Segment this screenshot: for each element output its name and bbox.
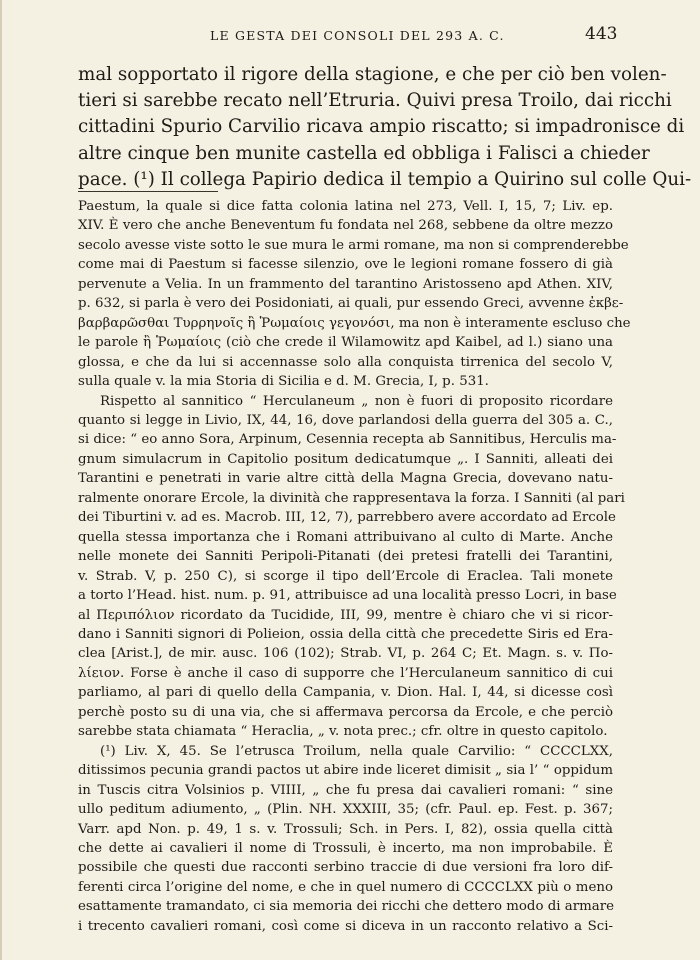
footnote-line: ferenti circa l’origine del nome, e che in quel numero di CCCCLXX più o meno bbox=[78, 879, 613, 895]
body-line: cittadini Spurio Carvilio ricava ampio riscatto; si impadronisce di bbox=[78, 116, 685, 138]
running-header bbox=[2, 22, 700, 46]
footnote-line: Paestum, la quale si dice fatta colonia latina nel 273, Vell. I, 15, 7; Liv. ep. bbox=[78, 199, 613, 214]
footnote-line: dano i Sanniti signori di Polieion, ossia della città che precedette Siris ed Era- bbox=[78, 626, 613, 642]
footnote-line: λίειον. Forse è anche il caso di supporre che l’Herculaneum sannitico di cui bbox=[78, 665, 613, 681]
footnote-line: XIV. È vero che anche Beneventum fu fondata nel 268, sebbene da oltre mezzo bbox=[78, 218, 613, 234]
footnote-line: glossa, e che da lui si accennasse solo alla conquista tirrenica del secolo V, bbox=[78, 354, 613, 370]
footnote-line: quanto si legge in Livio, IX, 44, 16, dove parlandosi della guerra del 305 a. C., bbox=[78, 412, 613, 428]
footnote-line: al Περιπόλιον ricordato da Tucidide, III, 99, mentre è chiaro che vi si ricor- bbox=[78, 607, 613, 623]
running-title: LE GESTA DEI CONSOLI DEL 293 A. C. bbox=[210, 28, 505, 43]
footnote-line: Varr. apd Non. p. 49, 1 s. v. Trossuli; Sch. in Pers. I, 82), ossia quella città bbox=[78, 821, 613, 837]
footnote-line: secolo avesse viste sotto le sue mura le armi romane, ma non si comprenderebbe bbox=[78, 237, 629, 253]
footnote-line: esattamente tramandato, ci sia memoria dei ricchi che dettero modo di armare bbox=[78, 899, 615, 915]
footnote-line: v. Strab. V, p. 250 C), si scorge il tipo dell’Ercole di Eraclea. Tali monete bbox=[78, 568, 613, 584]
footnote-line: pervenute a Velia. In un frammento del tarantino Aristosseno apd Athen. XIV, bbox=[78, 276, 613, 292]
footnote-line: ralmente onorare Ercole, la divinità che rappresentava la forza. I Sanniti (al pari bbox=[78, 490, 625, 506]
footnote-line: quella stessa importanza che i Romani attribuivano al culto di Marte. Anche bbox=[78, 529, 613, 545]
footnote-line: Tarantini e penetrati in varie altre città della Magna Grecia, dovevano natu- bbox=[78, 471, 613, 487]
footnote-line: ullo peditum adiumento, „ (Plin. NH. XXXIII, 35; (cfr. Paul. ep. Fest. p. 367; bbox=[78, 802, 613, 818]
footnote-line: parliamo, al pari di quello della Campania, v. Dion. Hal. I, 44, si dicesse così bbox=[78, 685, 613, 701]
footnote-line: sarebbe stata chiamata “ Heraclia, „ v. nota prec.; cfr. oltre in questo capitolo. bbox=[78, 724, 608, 740]
footnote-line: p. 632, si parla è vero dei Posidoniati, ai quali, pur essendo Greci, avvenne ἐκβε- bbox=[78, 296, 624, 312]
footnote-line: che dette ai cavalieri il nome di Trossuli, è incerto, ma non improbabile. È bbox=[78, 840, 613, 856]
footnote-line: ditissimos pecunia grandi pactos ut abire inde liceret dimisit „ sia l’ “ oppidum bbox=[78, 763, 613, 779]
footnote-line: le parole ἢ Ῥωμαίοις (ciò che crede il Wilamowitz apd Kaibel, ad l.) siano una bbox=[78, 335, 613, 351]
footnote-line: i trecento cavalieri romani, così come si diceva in un racconto relativo a Sci- bbox=[78, 918, 613, 934]
footnote-line: come mai di Paestum si facesse silenzio, ove le legioni romane fossero di già bbox=[78, 257, 613, 273]
footnote-line: a torto l’Head. hist. num. p. 91, attribuisce ad una località presso Locri, in base bbox=[78, 588, 617, 604]
footnote-line: Rispetto al sannitico “ Herculaneum „ non è fuori di proposito ricordare bbox=[100, 393, 613, 409]
footnote-line: gnum simulacrum in Capitolio positum dedicatumque „. I Sanniti, alleati dei bbox=[78, 451, 613, 467]
body-line: tieri si sarebbe recato nell’Etruria. Quivi presa Troilo, dai ricchi bbox=[78, 90, 672, 112]
body-line: pace. (¹) Il collega Papirio dedica il tempio a Quirino sul colle Qui- bbox=[78, 168, 692, 190]
footnote-line: βαρβαρῶσθαι Τυρρηνοῖς ἢ Ῥωμαίοις γεγονόσι, ma non è interamente escluso che bbox=[78, 315, 631, 331]
body-line: altre cinque ben munite castella ed obbliga i Falisci a chieder bbox=[78, 142, 650, 164]
footnote-line: in Tuscis citra Volsinios p. VIIII, „ che fu presa dai cavalieri romani: “ sine bbox=[78, 782, 613, 798]
page-number: 443 bbox=[585, 24, 618, 44]
body-line: mal sopportato il rigore della stagione, e che per ciò ben volen- bbox=[78, 64, 667, 85]
footnote-line: si dice: “ eo anno Sora, Arpinum, Cesennia recepta ab Sannitibus, Herculis ma- bbox=[78, 432, 617, 448]
footnote-line: (¹) Liv. X, 45. Se l’etrusca Troilum, nella quale Carvilio: “ CCCCLXX, bbox=[100, 743, 613, 759]
footnote-separator bbox=[78, 191, 218, 192]
footnote-line: nelle monete dei Sanniti Peripoli-Pitanati (dei pretesi fratelli dei Tarantini, bbox=[78, 549, 613, 565]
main-body-text bbox=[78, 62, 692, 193]
footnote-line: possibile che questi due racconti serbino traccie di due versioni fra loro dif- bbox=[78, 860, 613, 876]
footnote-line: perchè posto su di una via, che si affermava percorsa da Ercole, e che perciò bbox=[78, 704, 613, 720]
footnote-line: dei Tiburtini v. ad es. Macrob. III, 12, 7), parrebbero avere accordato ad Ercole bbox=[78, 510, 616, 526]
footnote-line: clea [Arist.], de mir. ausc. 106 (102); Strab. VI, p. 264 C; Et. Magn. s. v. Πο- bbox=[78, 646, 613, 662]
footnote-line: sulla quale v. la mia Storia di Sicilia e d. M. Grecia, I, p. 531. bbox=[78, 374, 489, 390]
footnotes bbox=[78, 197, 631, 936]
